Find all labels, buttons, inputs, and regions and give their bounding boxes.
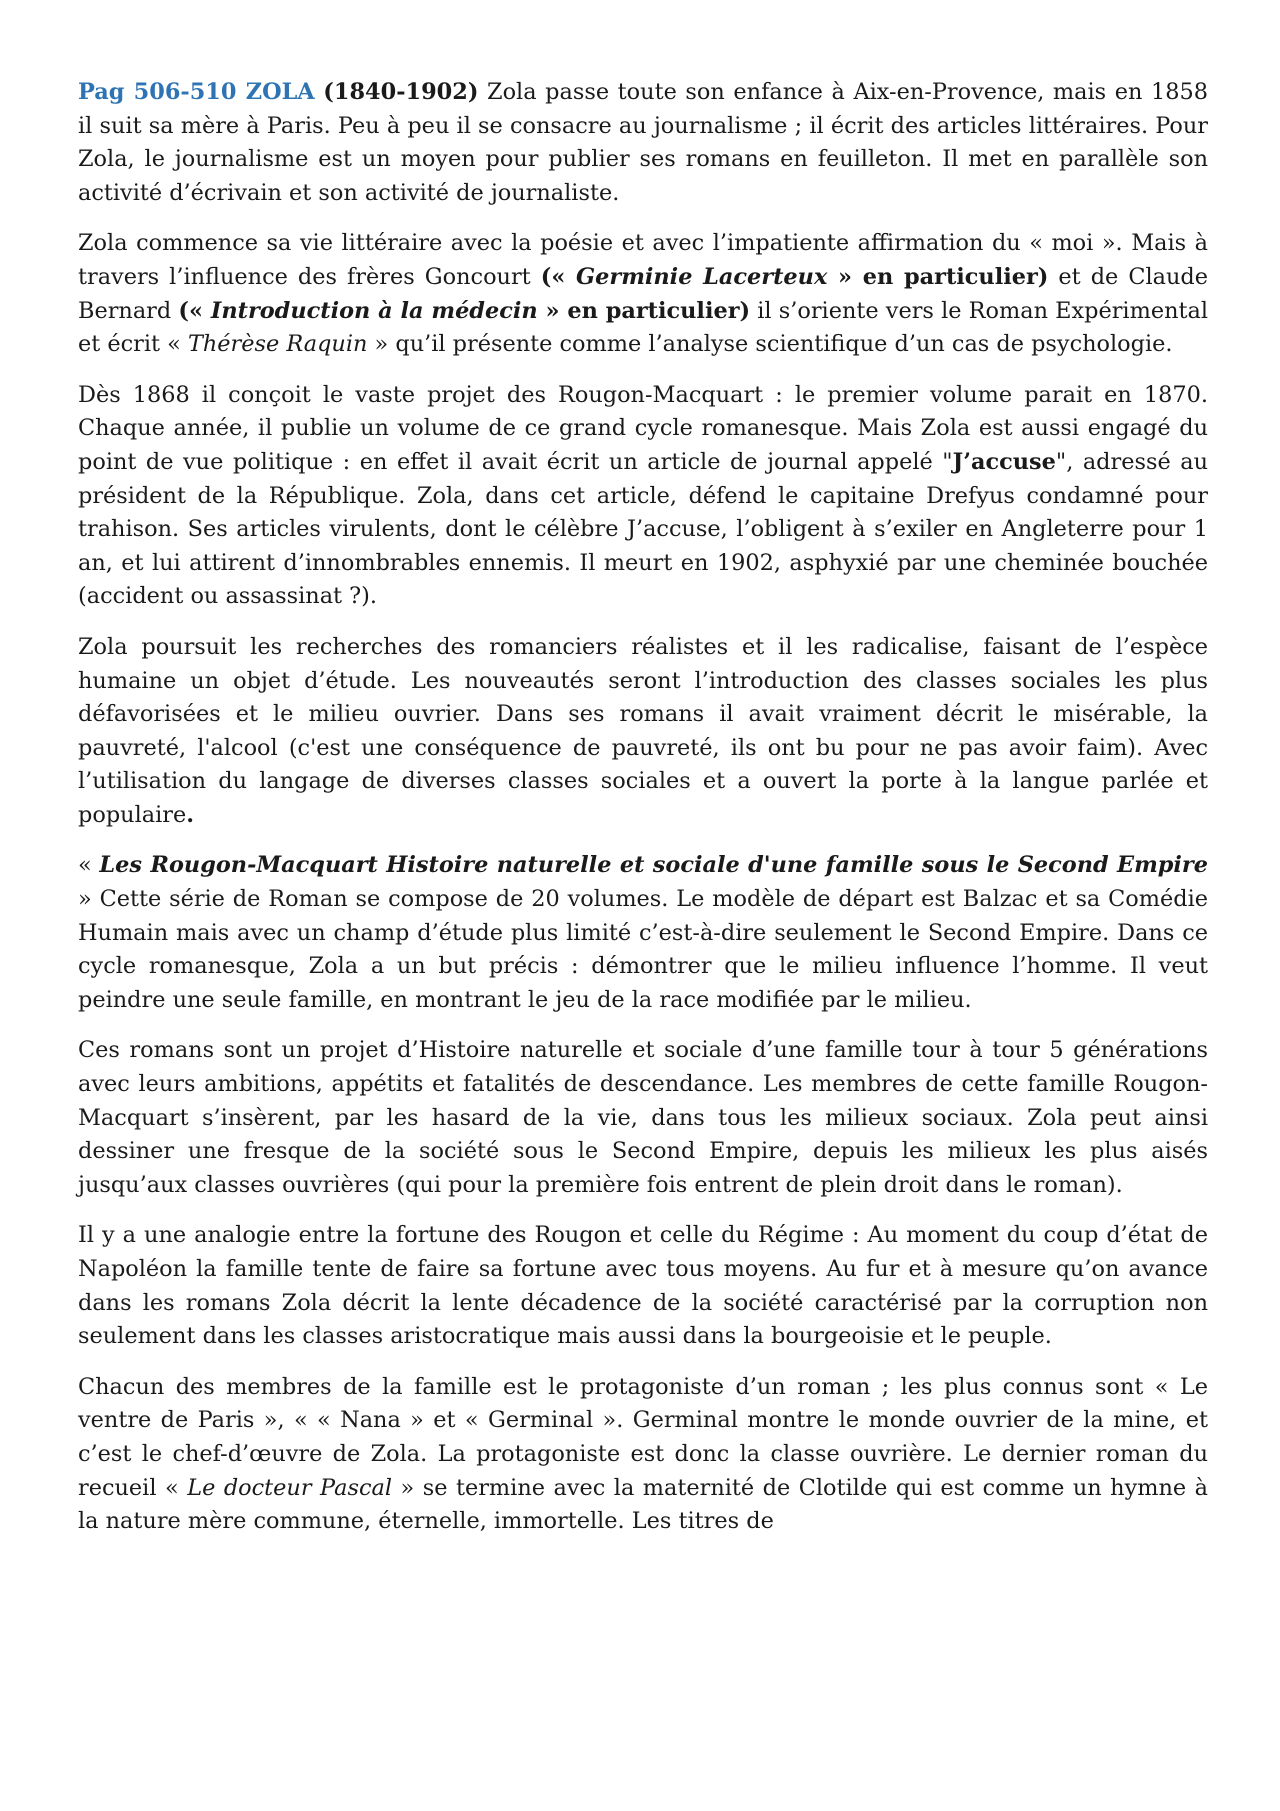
bold-text: » en particulier): [537, 297, 751, 324]
paragraph-text: » qu’il présente comme l’analyse scientifique d’un cas de psychologie.: [367, 331, 1173, 358]
series-title: Les Rougon-Macquart Histoire naturelle et sociale d'une famille sous le Second Empire: [99, 852, 1208, 879]
article-title-jaccuse: J’accuse: [952, 448, 1056, 475]
book-title-germinie: Germinie Lacerteux: [576, 263, 828, 290]
book-title-introduction: Introduction à la médecin: [210, 297, 538, 324]
bold-text: («: [540, 263, 577, 290]
document-page: [78, 76, 1208, 1539]
paragraph-analogy: [78, 1219, 1208, 1353]
paragraph-literary-life: [78, 227, 1208, 361]
paragraph-rougon-project: [78, 379, 1208, 614]
paragraph-text: et de Claude Bernard: [78, 263, 1208, 324]
author-dates: (1840-1902): [323, 79, 479, 105]
book-title-therese-raquin: Thérèse Raquin: [187, 331, 368, 358]
paragraph-text: Ces romans sont un projet d’Histoire naturelle et sociale d’une famille tour à tour 5 générations avec leurs ambitions, appétits et fatalités de descendance. Les membres de cette famille Rougon-Macquart s’insèrent, par les hasard de la vie, dans tous les milieux sociaux. Zola peut ainsi dessiner une fresque de la société sous le Second Empire, depuis les milieux les plus aisés jusqu’aux classes ouvrières (qui pour la première fois entrent de plein droit dans le roman).: [78, 1037, 1208, 1198]
paragraph-text: «: [78, 852, 100, 879]
paragraph-intro: [78, 76, 1208, 210]
paragraph-members: [78, 1371, 1208, 1539]
paragraph-text: Chacun des membres de la famille est le protagoniste d’un roman ; les plus connus sont « Le ventre de Paris », « « Nana » et « Germinal ». Germinal montre le monde ouvrier de la mine, et c’est le chef-d’œuvre de Zola. La protagoniste est donc la classe ouvrière. Le dernier roman du recueil «: [78, 1373, 1208, 1501]
paragraph-series: [78, 849, 1208, 1017]
paragraph-text: » se termine avec la maternité de Clotilde qui est comme un hymne à la nature mère commune, éternelle, immortelle. Les titres de: [78, 1474, 1209, 1535]
paragraph-text: Zola commence sa vie littéraire avec la poésie et avec l’impatiente affirmation du « moi ». Mais à travers l’influence des frères Goncourt: [78, 230, 1208, 290]
bold-text: («: [178, 297, 211, 324]
bold-period: .: [186, 801, 194, 828]
page-reference-heading: Pag 506-510 ZOLA: [78, 79, 315, 105]
paragraph-text: » Cette série de Roman se compose de 20 volumes. Le modèle de départ est Balzac et sa Comédie Humain mais avec un champ d’étude plus limité c’est-à-dire seulement le Second Empire. Dans ce cycle romanesque, Zola a un but précis : démontrer que le milieu influence l’homme. Il veut peindre une seule famille, en montrant le jeu de la race modifiée par le milieu.: [78, 886, 1208, 1013]
bold-text: » en particulier): [827, 263, 1049, 290]
paragraph-realism: [78, 631, 1208, 833]
paragraph-generations: [78, 1034, 1208, 1202]
book-title-docteur-pascal: Le docteur Pascal: [187, 1474, 393, 1501]
paragraph-text: Dès 1868 il conçoit le vaste projet des Rougon-Macquart : le premier volume parait en 1870. Chaque année, il publie un volume de ce grand cycle romanesque. Mais Zola est aussi engagé du point de vue politique : en effet il avait écrit un article de journal appelé ": [78, 381, 1208, 475]
paragraph-text: il s’oriente vers le Roman Expérimental et écrit «: [78, 297, 1209, 358]
paragraph-text: Zola passe toute son enfance à Aix-en-Provence, mais en 1858 il suit sa mère à Paris. Peu à peu il se consacre au journalisme ; il écrit des articles littéraires. Pour Zola, le journalisme est un moyen pour publier ses romans en feuilleton. Il met en parallèle son activité d’écrivain et son activité de journaliste.: [78, 79, 1208, 206]
paragraph-text: Il y a une analogie entre la fortune des Rougon et celle du Régime : Au moment du coup d’état de Napoléon la famille tente de faire sa fortune avec tous moyens. Au fur et à mesure qu’on avance dans les romans Zola décrit la lente décadence de la société caractérisé par la corruption non seulement dans les classes aristocratique mais aussi dans la bourgeoisie et le peuple.: [78, 1222, 1208, 1350]
paragraph-text: Zola poursuit les recherches des romanciers réalistes et il les radicalise, faisant de l’espèce humaine un objet d’étude. Les nouveautés seront l’introduction des classes sociales les plus défavorisées et le milieu ouvrier. Dans ses romans il avait vraiment décrit le misérable, la pauvreté, l'alcool (c'est une conséquence de pauvreté, ils ont bu pour ne pas avoir faim). Avec l’utilisation du langage de diverses classes sociales et a ouvert la porte à la langue parlée et populaire: [78, 633, 1208, 828]
paragraph-text: ", adressé au président de la République. Zola, dans cet article, défend le capitaine Drefyus condamné pour trahison. Ses articles virulents, dont le célèbre J’accuse, l’obligent à s’exiler en Angleterre pour 1 an, et lui attirent d’innombrables ennemis. Il meurt en 1902, asphyxié par une cheminée bouchée (accident ou assassinat ?).: [78, 448, 1208, 610]
